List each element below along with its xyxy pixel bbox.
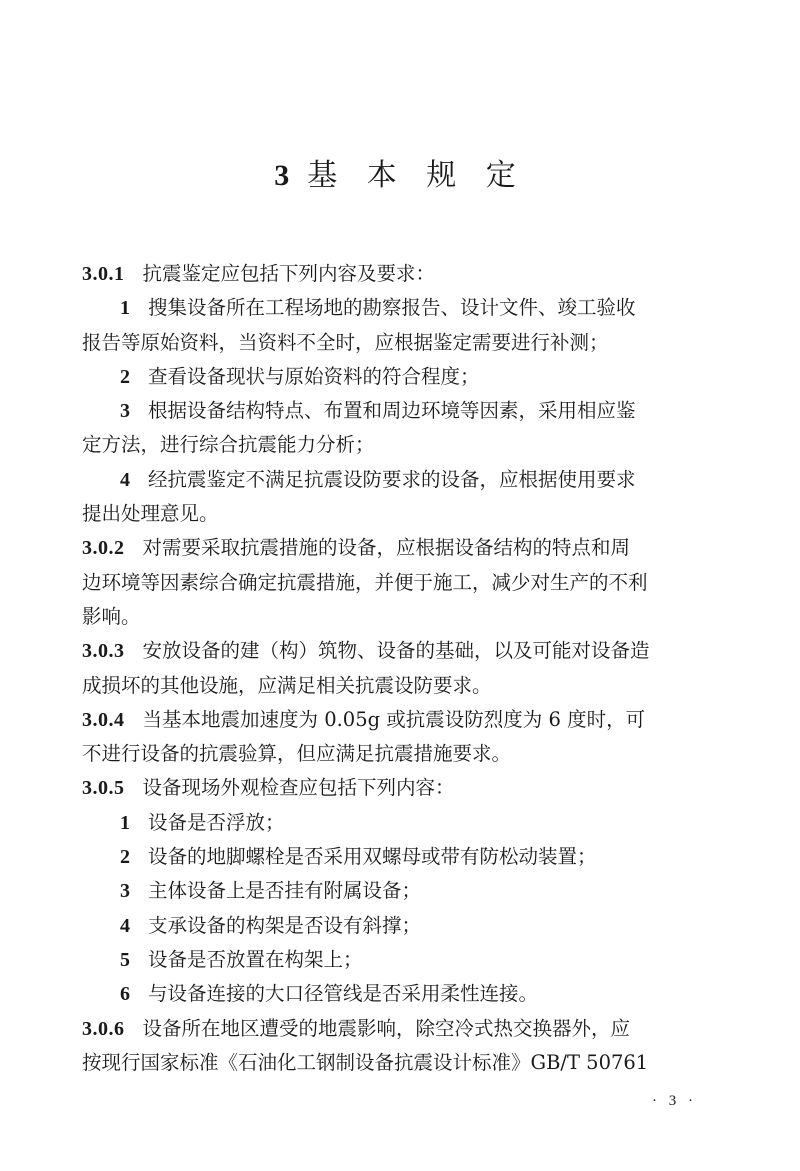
item-number: 2 [120, 365, 130, 388]
item-text: 支承设备的构架是否设有斜撑； [148, 913, 422, 937]
item-number: 1 [120, 297, 130, 320]
clause-text: 成损坏的其他设施，应满足相关抗震设防要求。 [82, 673, 492, 697]
clause-text: 按现行国家标准《石油化工钢制设备抗震设计标准》GB/T 50761 [82, 1050, 649, 1074]
item-text: 查看设备现状与原始资料的符合程度； [148, 364, 480, 388]
clause-text: 边环境等因素综合确定抗震措施，并便于施工，减少对生产的不利 [82, 570, 648, 594]
item-text: 设备是否放置在构架上； [148, 947, 363, 971]
clause-3-0-2 [82, 531, 722, 634]
item-number: 1 [120, 811, 130, 834]
item-number: 6 [120, 983, 130, 1006]
clause-number: 3.0.4 [82, 708, 125, 731]
item-text: 定方法，进行综合抗震能力分析； [82, 433, 375, 457]
item-line [82, 463, 722, 497]
item-text: 与设备连接的大口径管线是否采用柔性连接。 [148, 982, 539, 1006]
clause-number: 3.0.5 [82, 777, 125, 800]
item-text: 搜集设备所在工程场地的勘察报告、设计文件、竣工验收 [148, 296, 636, 320]
clause-3-0-4 [82, 703, 722, 772]
clause-number: 3.0.2 [82, 537, 125, 560]
item-text: 经抗震鉴定不满足抗震设防要求的设备，应根据使用要求 [148, 467, 636, 491]
item-line [82, 909, 722, 943]
clause-text: 对需要采取抗震措施的设备，应根据设备结构的特点和周 [142, 536, 631, 560]
item-number: 4 [120, 914, 130, 937]
clause-line [82, 634, 722, 668]
item-number: 3 [120, 400, 130, 423]
item-line [82, 977, 722, 1011]
clause-3-0-6 [82, 1012, 722, 1081]
item-text: 设备的地脚螺栓是否采用双螺母或带有防松动装置； [148, 845, 597, 869]
item-number: 3 [120, 880, 130, 903]
item-line [82, 840, 722, 874]
clause-3-0-1 [82, 257, 722, 531]
clause-line [82, 531, 722, 565]
clause-line-continued [82, 669, 722, 703]
item-line [82, 943, 722, 977]
item-text: 报告等原始资料，当资料不全时，应根据鉴定需要进行补测； [82, 330, 609, 354]
clause-number: 3.0.1 [82, 263, 125, 285]
chapter-number: 3 [274, 159, 290, 192]
clause-3-0-5 [82, 771, 722, 1011]
item-text: 设备是否浮放； [148, 810, 285, 834]
chapter-title [0, 150, 800, 194]
clause-text: 不进行设备的抗震验算，但应满足抗震措施要求。 [82, 742, 512, 766]
item-number: 5 [120, 948, 130, 971]
chapter-title-text: 基 本 规 定 [307, 158, 526, 193]
item-line [82, 360, 722, 394]
item-line [82, 394, 722, 428]
clause-line-continued [82, 737, 722, 771]
item-line-continued [82, 497, 722, 531]
item-number: 4 [120, 468, 130, 491]
page-number: · 3 · [652, 1093, 697, 1109]
clause-3-0-3 [82, 634, 722, 703]
clause-text: 设备现场外观检查应包括下列内容： [142, 776, 455, 800]
item-text: 主体设备上是否挂有附属设备； [148, 879, 422, 903]
item-text: 提出处理意见。 [82, 502, 219, 526]
clause-number: 3.0.6 [82, 1017, 125, 1040]
item-text: 根据设备结构特点、布置和周边环境等因素，采用相应鉴 [148, 399, 636, 423]
clause-line [82, 257, 722, 291]
item-line [82, 874, 722, 908]
clause-text: 安放设备的建（构）筑物、设备的基础，以及可能对设备造 [142, 639, 650, 663]
clause-text: 抗震鉴定应包括下列内容及要求： [142, 262, 436, 285]
item-line-continued [82, 326, 722, 360]
item-line-continued [82, 428, 722, 462]
clause-line [82, 1012, 722, 1046]
clause-line [82, 771, 722, 805]
clause-line-continued [82, 1046, 722, 1080]
clause-number: 3.0.3 [82, 640, 125, 663]
clause-text: 影响。 [82, 604, 141, 628]
body-text [82, 257, 722, 1080]
clause-text: 当基本地震加速度为 0.05g 或抗震设防烈度为 6 度时，可 [142, 707, 646, 731]
clause-line-continued [82, 600, 722, 634]
item-line [82, 806, 722, 840]
item-number: 2 [120, 846, 130, 869]
item-line [82, 291, 722, 325]
clause-line-continued [82, 566, 722, 600]
clause-line [82, 703, 722, 737]
clause-text: 设备所在地区遭受的地震影响，除空冷式热交换器外，应 [142, 1016, 631, 1040]
